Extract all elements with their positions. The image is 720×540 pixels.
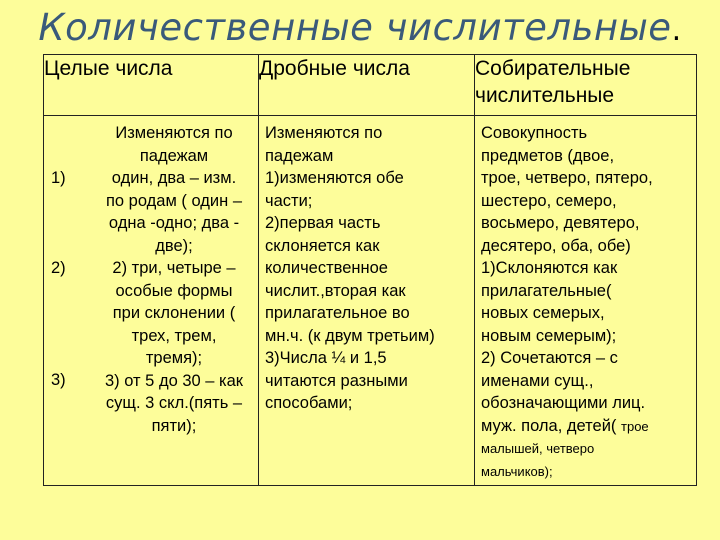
text-line: предметов (двое,	[481, 146, 615, 165]
text-line: сущ. 3 скл.(пять –	[105, 394, 243, 412]
text-line: новым семерым);	[481, 326, 617, 345]
text-line-small: трое	[621, 418, 649, 434]
text-line: обозначающими лиц.	[481, 394, 646, 412]
text-line: новых семерых,	[481, 304, 605, 322]
cell-fractional-numbers	[259, 116, 475, 486]
slide-title-text: Количественные числительные	[38, 6, 672, 49]
text-line: 2)первая часть	[265, 214, 381, 232]
text-line: пяти);	[151, 416, 197, 435]
header-collective-numerals	[475, 55, 697, 116]
header-fractional-numbers: Дробные числа	[259, 55, 475, 116]
text-line: по родам ( один –	[105, 191, 243, 210]
text-line: количественное	[265, 259, 388, 277]
text-line: склоняется как	[265, 236, 380, 255]
text-line: 1)изменяются обе	[265, 169, 404, 187]
text-line: падежам	[139, 146, 209, 165]
text-line: 2) Сочетаются – с	[481, 349, 618, 367]
text-line: две);	[155, 236, 193, 255]
text-line: способами;	[265, 394, 353, 412]
text-line: читаются разными	[265, 371, 408, 390]
fractional-numbers-text	[259, 122, 474, 415]
text-line: Совокупность	[481, 124, 588, 142]
text-line: одна -одно; два -	[108, 214, 240, 232]
collective-numerals-text	[475, 122, 696, 483]
text-line: трое, четверо, пятеро,	[481, 169, 653, 187]
text-line: 1)Склоняются как	[481, 259, 618, 277]
text-line: части;	[265, 191, 313, 210]
text-line: падежам	[265, 146, 334, 165]
whole-numbers-content	[44, 122, 258, 485]
text-line: трех, трем,	[131, 326, 217, 345]
text-line: числит.,вторая как	[265, 281, 406, 300]
text-line-small: мальчиков);	[481, 463, 553, 479]
text-line-main: муж. пола, детей(	[481, 416, 617, 435]
text-line: восьмеро, девятеро,	[481, 214, 640, 232]
text-line: Изменяются по	[265, 124, 383, 142]
text-line: именами сущ.,	[481, 371, 594, 390]
list-number: 2)	[51, 258, 66, 277]
text-line: десятеро, оба, обе)	[481, 236, 631, 255]
text-line: 3)Числа ¼ и 1,5	[265, 349, 387, 367]
table-header-row	[44, 55, 697, 116]
cell-whole-numbers	[44, 116, 259, 486]
text-line: шестеро, семеро,	[481, 191, 617, 210]
list-number: 1)	[51, 169, 66, 187]
header-collective-text: Собирательные числительные	[475, 57, 631, 107]
text-line: тремя);	[145, 349, 203, 367]
whole-numbers-text	[44, 122, 258, 437]
list-number: 3)	[51, 371, 66, 389]
text-line: особые формы	[115, 281, 233, 300]
slide-title	[0, 6, 720, 49]
text-line: прилагательное во	[265, 304, 410, 322]
numerals-table	[43, 54, 697, 486]
text-line: Изменяются по	[115, 124, 233, 142]
text-line: прилагательные(	[481, 281, 612, 300]
text-line	[481, 415, 694, 439]
slide-title-dot: .	[671, 13, 682, 48]
text-line: мн.ч. (к двум третьим)	[265, 326, 435, 345]
text-line: один, два – изм.	[111, 169, 237, 187]
text-line-small: малышей, четверо	[481, 441, 595, 456]
text-line: 2) три, четыре –	[112, 259, 236, 277]
cell-collective-numerals	[475, 116, 697, 486]
text-line: при склонении (	[112, 304, 236, 322]
table-body-row	[44, 116, 697, 486]
list-numbers	[51, 122, 66, 392]
header-whole-numbers: Целые числа	[44, 55, 259, 116]
text-line: 3) от 5 до 30 – как	[104, 371, 244, 390]
